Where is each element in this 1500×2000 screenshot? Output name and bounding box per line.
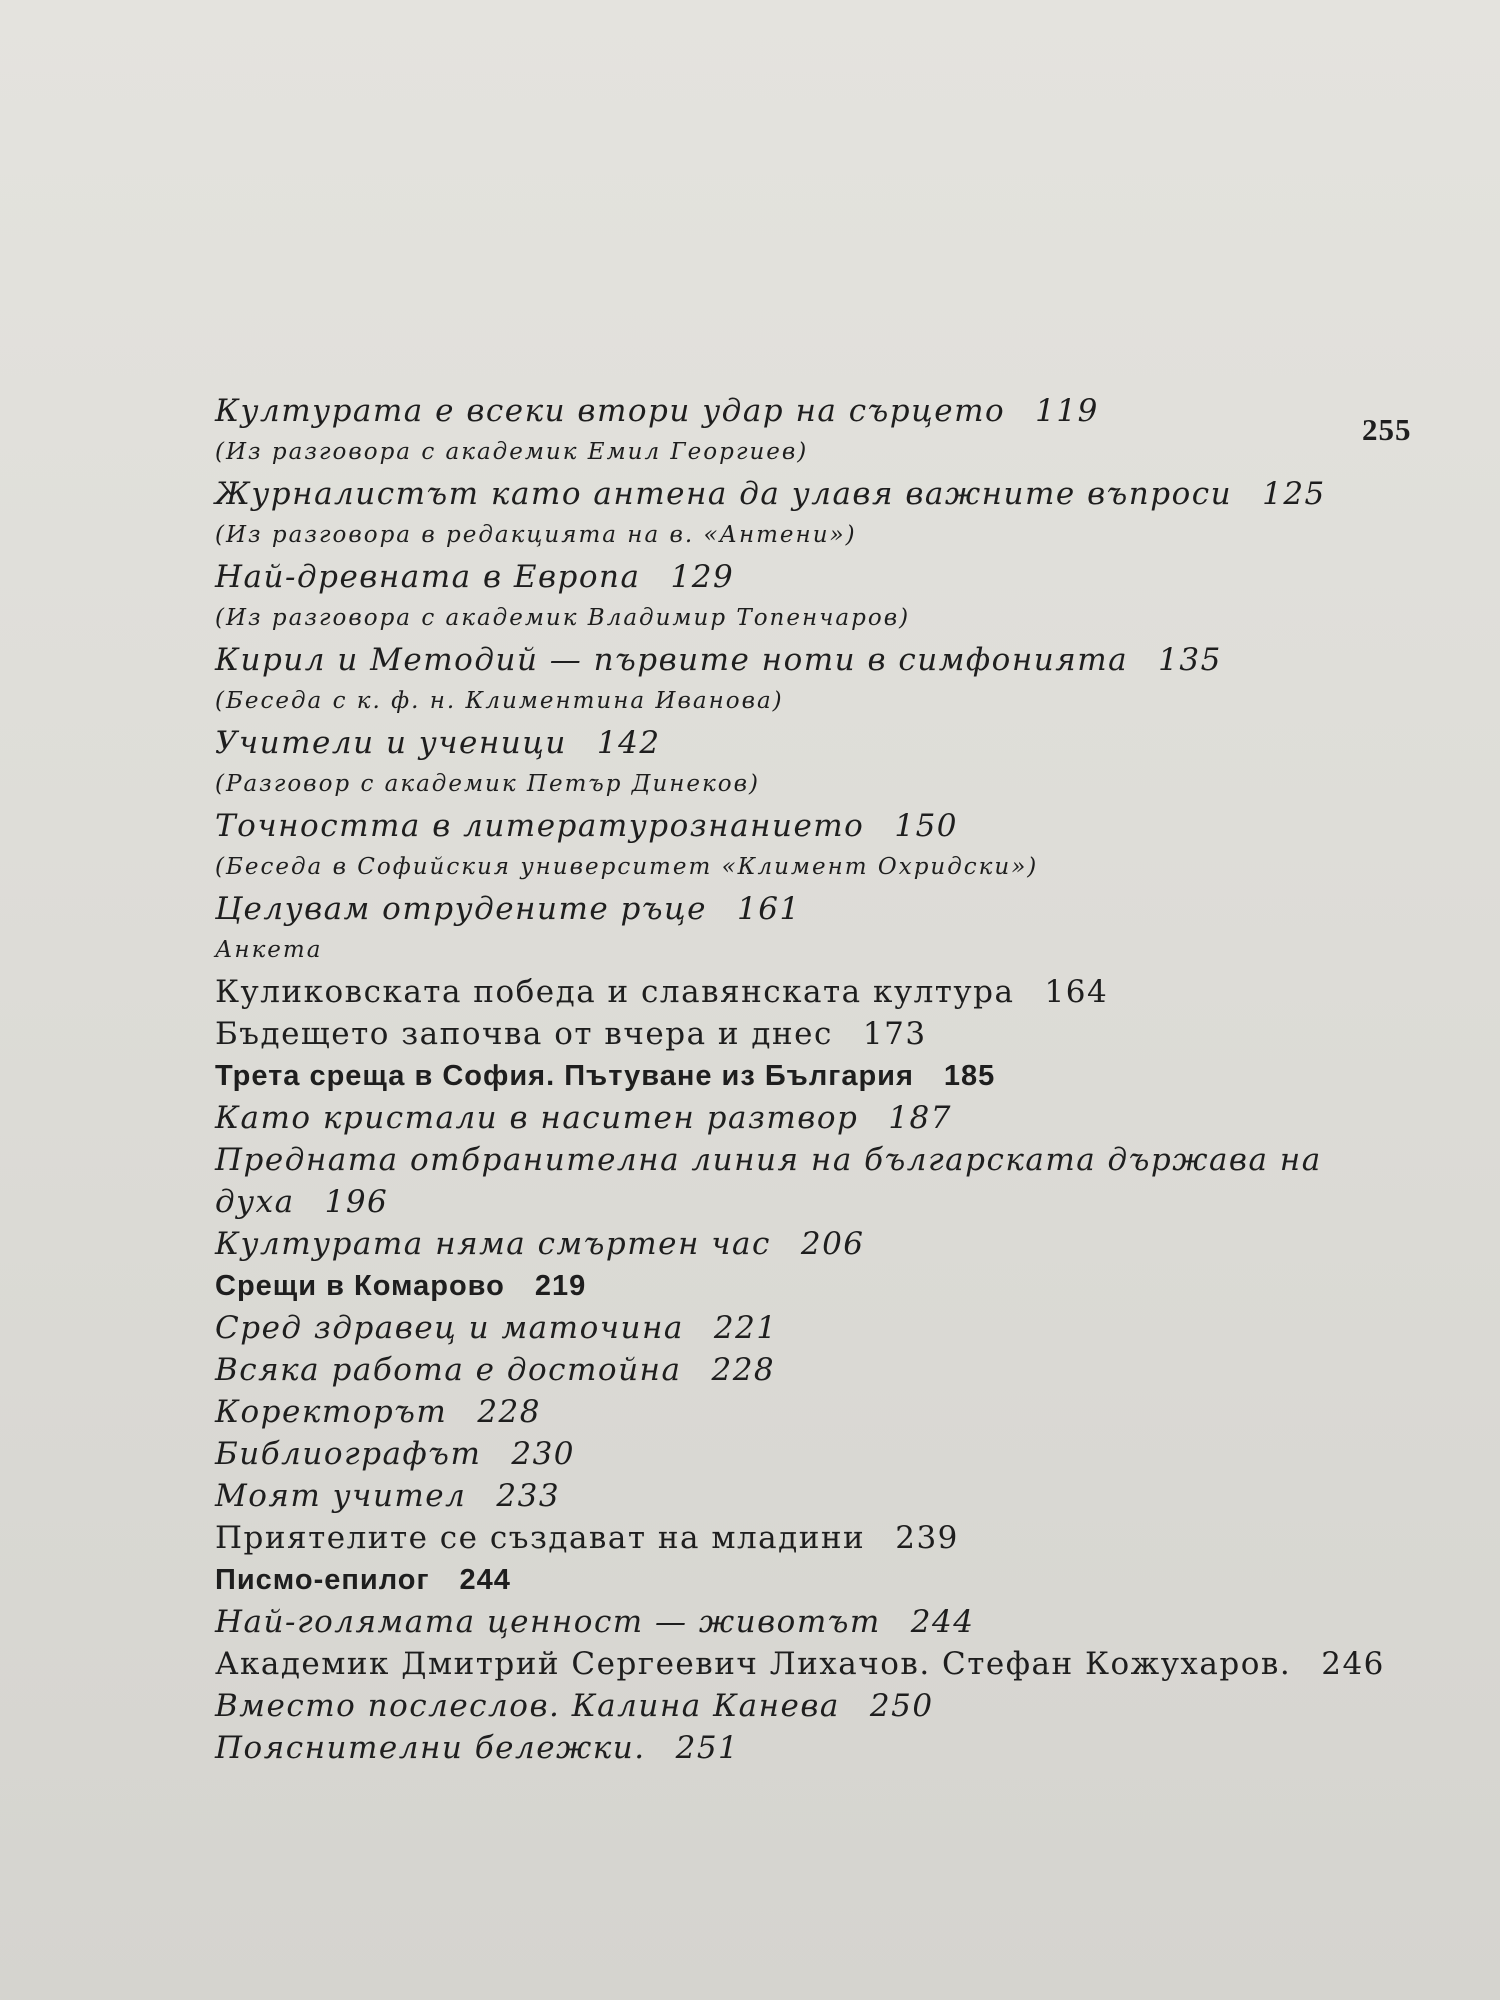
toc-entry-page: 164 (1044, 974, 1109, 1010)
toc-entry-page: 228 (477, 1394, 541, 1430)
toc-entry-title: Пояснителни бележки. (215, 1730, 646, 1766)
toc-entry-title: (Разговор с академик Петър Динеков) (215, 771, 760, 797)
toc-entry-subtitle (215, 515, 1345, 556)
toc-entry-title: Най-голямата ценност — животът (215, 1604, 881, 1640)
toc-entry (215, 1349, 1345, 1391)
toc-entry-page: 244 (459, 1564, 511, 1596)
toc-entry-page: 233 (496, 1478, 561, 1514)
toc-entry-title: Предната отбранителна линия на българската държава на духа (215, 1142, 1322, 1220)
toc-entry (215, 888, 1345, 930)
toc-entry (215, 1727, 1345, 1769)
toc-entry (215, 1433, 1345, 1475)
toc-entry-title: Учители и ученици (215, 725, 567, 761)
toc-entry (215, 805, 1345, 847)
toc-entry-title: Точността в литературознанието (215, 808, 865, 844)
toc-entry-page: 185 (943, 1060, 996, 1092)
toc-entry (215, 1139, 1345, 1223)
toc-entry (215, 1307, 1345, 1349)
toc-entry (215, 1391, 1345, 1433)
toc-entry-page: 244 (910, 1604, 975, 1640)
toc-entry-title: Кирил и Методий — първите ноти в симфонията (215, 642, 1129, 678)
toc-entry-page: 129 (670, 559, 735, 595)
toc-entry-title: Като кристали в наситен разтвор (215, 1100, 859, 1136)
toc-entry-title: Трета среща в София. Пътуване из България (215, 1060, 914, 1092)
toc-entry-page: 221 (713, 1310, 778, 1346)
toc-entry (215, 556, 1345, 598)
toc-entry-page: 206 (800, 1226, 865, 1262)
toc-entry-subtitle (215, 681, 1345, 722)
toc-entry-title: (Беседа с к. ф. н. Климентина Иванова) (215, 688, 784, 714)
toc-entry-page: 125 (1262, 476, 1326, 512)
toc-entry-title: (Из разговора с академик Емил Георгиев) (215, 439, 809, 465)
toc-entry (215, 1601, 1345, 1643)
toc-entry-page: 142 (596, 725, 661, 761)
toc-entry-title: Всяка работа е достойна (215, 1352, 682, 1388)
toc-entry-title: Целувам отрудените ръце (215, 891, 708, 927)
toc-entry-page: 161 (737, 891, 801, 927)
toc-entry-page: 150 (894, 808, 959, 844)
toc-entry-title: Журналистът като антена да улавя важните въпроси (215, 476, 1233, 512)
toc-entry (215, 1643, 1385, 1685)
toc-entry-page: 135 (1158, 642, 1222, 678)
toc-entry-page: 219 (534, 1270, 587, 1302)
toc-entry-title: Академик Дмитрий Сергеевич Лихачов. Стефан Кожухаров. (215, 1646, 1292, 1682)
toc-entry (215, 1559, 1345, 1601)
toc-entry-title: (Из разговора в редакцията на в. «Антени») (215, 522, 857, 548)
toc-entry-title: (Из разговора с академик Владимир Топенчаров) (215, 605, 911, 631)
toc-entry (215, 1223, 1345, 1265)
toc-entry-title: Най-древната в Европа (215, 559, 641, 595)
toc-entry-page: 187 (888, 1100, 952, 1136)
toc-entry (215, 1685, 1345, 1727)
toc-entry-title: Моят учител (215, 1478, 467, 1514)
toc-entry (215, 722, 1345, 764)
toc-entry-page: 251 (675, 1730, 740, 1766)
page-number: 255 (1362, 412, 1412, 447)
toc-entry-page: 228 (711, 1352, 776, 1388)
toc-entry-page: 250 (869, 1688, 934, 1724)
toc-entry-title: Срещи в Комарово (215, 1270, 505, 1302)
toc-entry (215, 1517, 1345, 1559)
toc-entry-subtitle (215, 598, 1345, 639)
toc-entry-title: Културата е всеки втори удар на сърцето (215, 393, 1006, 429)
toc-entry-title: Куликовската победа и славянската култура (215, 974, 1015, 1010)
toc-entry-title: Сред здравец и маточина (215, 1310, 684, 1346)
toc-entry (215, 473, 1345, 515)
toc-entry-subtitle (215, 930, 1345, 971)
toc-entry-title: Коректорът (215, 1394, 448, 1430)
toc-entry (215, 1013, 1345, 1055)
toc-entry (215, 1475, 1345, 1517)
toc-entry-page: 173 (862, 1016, 927, 1052)
table-of-contents (215, 390, 1385, 1769)
toc-entry-title: (Беседа в Софийския университет «Климент Охридски») (215, 854, 1039, 880)
toc-entry-title: Културата няма смъртен час (215, 1226, 771, 1262)
toc-entry (215, 390, 1345, 432)
toc-entry-page: 196 (324, 1184, 389, 1220)
toc-entry (215, 1097, 1345, 1139)
toc-entry-title: Библиографът (215, 1436, 482, 1472)
toc-entry-subtitle (215, 764, 1345, 805)
toc-entry-title: Бъдещето започва от вчера и днес (215, 1016, 833, 1052)
toc-entry-subtitle (215, 432, 1345, 473)
toc-entry-title: Приятелите се създават на младини (215, 1520, 866, 1556)
toc-entry-title: Анкета (215, 937, 323, 963)
toc-entry (215, 1055, 1345, 1097)
toc-entry-page: 246 (1321, 1646, 1385, 1682)
toc-entry (215, 639, 1345, 681)
toc-entry-page: 119 (1035, 393, 1099, 429)
toc-entry-subtitle (215, 847, 1345, 888)
toc-entry-title: Писмо-епилог (215, 1564, 430, 1596)
toc-entry-page: 239 (895, 1520, 959, 1556)
toc-entry-page: 230 (511, 1436, 576, 1472)
toc-entry (215, 971, 1345, 1013)
toc-entry (215, 1265, 1345, 1307)
toc-entry-title: Вместо послеслов. Калина Канева (215, 1688, 840, 1724)
